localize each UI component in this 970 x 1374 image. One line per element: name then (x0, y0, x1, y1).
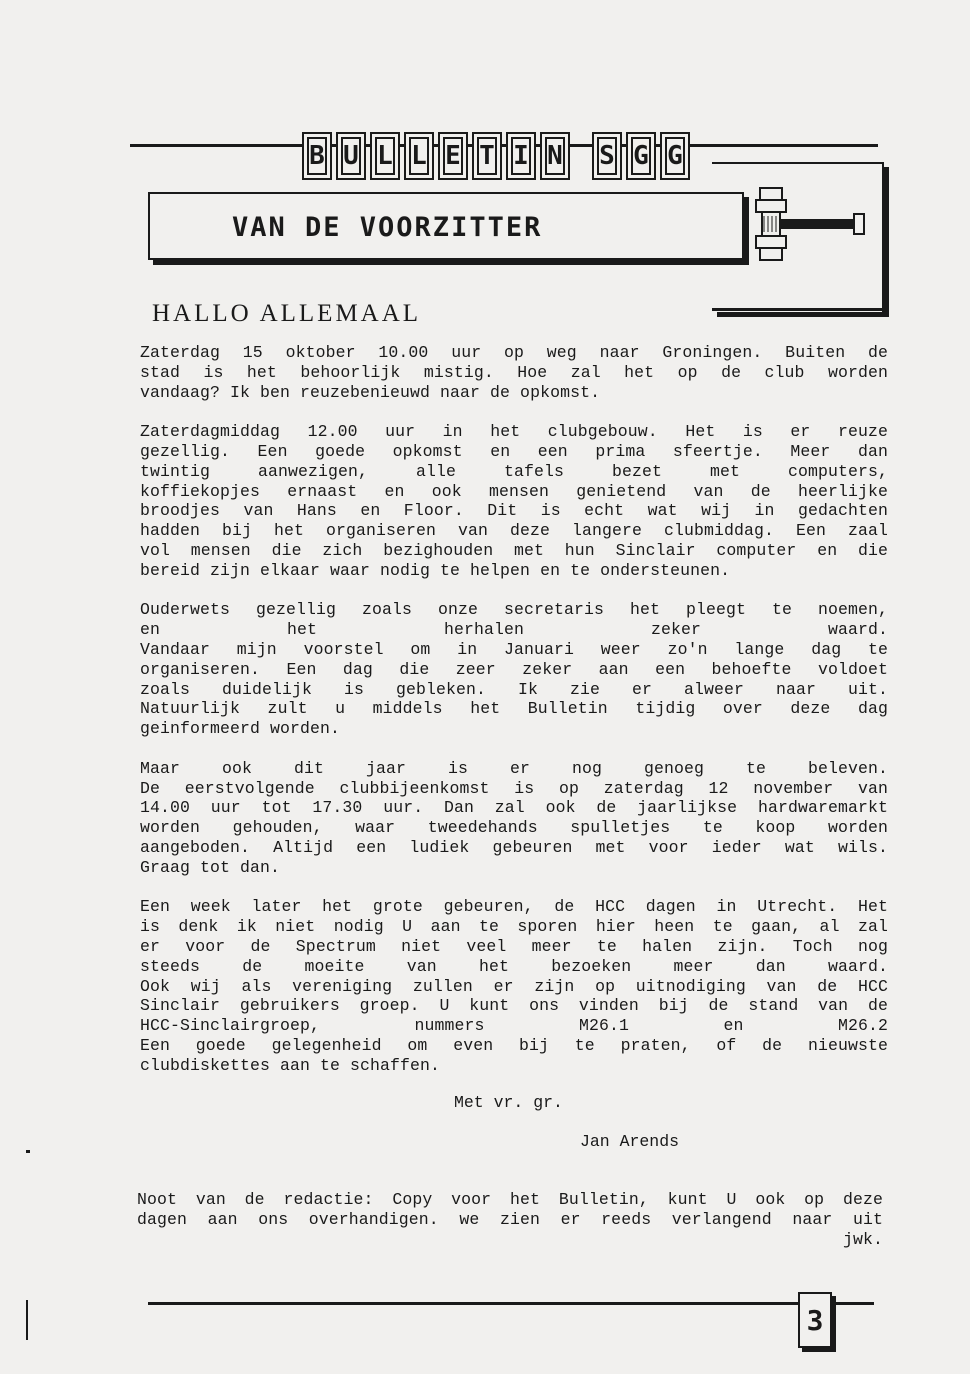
margin-mark (26, 1300, 28, 1340)
masthead-letter: U (336, 132, 366, 180)
masthead-org-letter: G (660, 132, 690, 180)
text-line: Sinclair gebruikers groep. U kunt ons vinden bij de stand van de (140, 996, 888, 1016)
masthead-org-letter: S (592, 132, 622, 180)
paragraph (140, 600, 888, 739)
masthead-letter: L (404, 132, 434, 180)
text-line: twintig aanwezigen, alle tafels bezet met computers, (140, 461, 888, 481)
note-initials: jwk. (842, 1229, 883, 1249)
gavel-icon (752, 186, 870, 266)
text-line: Graag tot dan. (140, 857, 281, 877)
article-body (140, 343, 888, 1095)
masthead-letter: E (438, 132, 468, 180)
paragraph (140, 422, 888, 580)
text-line: Ook wij als vereniging zullen er zijn op uitnodiging van de HCC (140, 976, 888, 996)
editor-note (137, 1190, 883, 1249)
text-line: en het herhalen zeker waard. (140, 620, 888, 640)
note-line: Noot van de redactie: Copy voor het Bulletin, kunt U ook op deze (137, 1190, 883, 1209)
note-line: dagen aan ons overhandigen. we zien er reeds verlangend naar uit (137, 1209, 883, 1229)
text-line: hadden bij het organiseren van deze langere clubmiddag. Een zaal (140, 521, 888, 541)
text-line: Ouderwets gezellig zoals onze secretaris het pleegt te noemen, (140, 600, 888, 620)
masthead-letter: I (506, 132, 536, 180)
footer-rule (148, 1302, 874, 1305)
paragraph (140, 759, 888, 878)
text-line: zoals duidelijk is gebleken. Ik zie er alweer naar uit. (140, 679, 888, 699)
text-line: steeds de moeite van het bezoeken meer dan waard. (140, 956, 888, 976)
paragraph (140, 343, 888, 402)
paragraph (140, 897, 888, 1075)
text-line: HCC-Sinclairgroep, nummers M26.1 en M26.2 (140, 1016, 888, 1036)
masthead-org-letter: G (626, 132, 656, 180)
text-line: koffiekopjes ernaast en ook mensen genietend van de heerlijke (140, 481, 888, 501)
gavel-frame-bottom (712, 308, 887, 311)
text-line: organiseren. Een dag die zeer zeker aan een behoefte voldoet (140, 659, 888, 679)
text-line: clubdiskettes aan te schaffen. (140, 1055, 441, 1075)
text-line: Een week later het grote gebeuren, de HCC dagen in Utrecht. Het (140, 897, 888, 917)
text-line: vol mensen die zich bezighouden met hun Sinclair computer en die (140, 540, 888, 560)
text-line: er voor de Spectrum niet veel meer te halen zijn. Toch nog (140, 936, 888, 956)
masthead-gap (574, 132, 588, 180)
text-line: broodjes van Hans en Floor. Dit is echt wat wij in gedachten (140, 501, 888, 521)
section-title: VAN DE VOORZITTER (232, 212, 543, 243)
text-line: Zaterdagmiddag 12.00 uur in het clubgebouw. Het is er reuze (140, 422, 888, 442)
text-line: is denk ik niet nodig U aan te sporen hier heen te gaan, al zal (140, 917, 888, 937)
masthead-letter: T (472, 132, 502, 180)
text-line: Natuurlijk zult u middels het Bulletin tijdig over deze dag (140, 699, 888, 719)
text-line: Vandaar mijn voorstel om in Januari weer zo'n lange dag te (140, 639, 888, 659)
page-number: 3 (798, 1292, 832, 1348)
text-line: geinformeerd worden. (140, 719, 341, 739)
text-line: gezellig. Een goede opkomst en een prima sfeertje. Meer dan (140, 441, 888, 461)
text-line: worden gehouden, waar tweedehands spulletjes te koop worden (140, 818, 888, 838)
signoff-name: Jan Arends (580, 1132, 680, 1151)
text-line: vandaag? Ik ben reuzebenieuwd naar de opkomst. (140, 382, 601, 402)
text-line: bereid zijn elkaar waar nodig te helpen en te ondersteunen. (140, 560, 731, 580)
text-line: Maar ook dit jaar is er nog genoeg te beleven. (140, 758, 888, 778)
masthead-letter: L (370, 132, 400, 180)
masthead-letter: N (540, 132, 570, 180)
margin-mark (26, 1150, 30, 1153)
masthead-letter: B (302, 132, 332, 180)
signoff-greeting: Met vr. gr. (454, 1093, 563, 1112)
greeting-heading: HALLO ALLEMAAL (152, 300, 422, 327)
text-line: 14.00 uur tot 17.30 uur. Dan zal ook de jaarlijkse hardwaremarkt (140, 798, 888, 818)
text-line: stad is het behoorlijk mistig. Hoe zal het op de club worden (140, 362, 888, 382)
text-line: aangeboden. Altijd een ludiek gebeuren met voor ieder wat wils. (140, 837, 888, 857)
bulletin-masthead (302, 132, 690, 180)
text-line: Zaterdag 15 oktober 10.00 uur op weg naar Groningen. Buiten de (140, 343, 888, 362)
text-line: Een goede gelegenheid om even bij te praten, of de nieuwste (140, 1035, 888, 1055)
text-line: De eerstvolgende clubbijeenkomst is op zaterdag 12 november van (140, 778, 888, 798)
